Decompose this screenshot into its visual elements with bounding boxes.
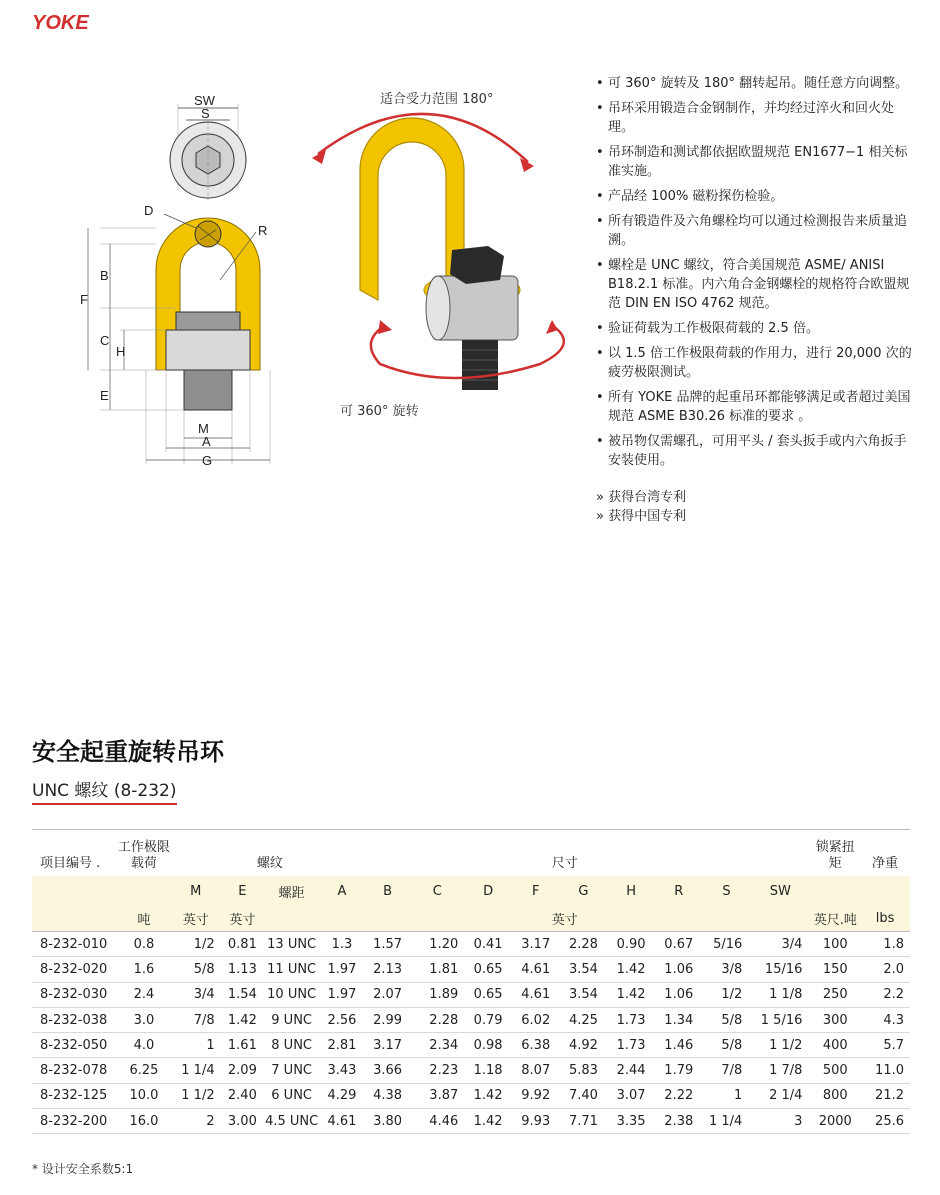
table-cell: 8-232-030 (32, 982, 117, 1007)
table-cell: 4.29 (319, 1083, 365, 1108)
table-row (32, 1007, 910, 1032)
table-cell: 2.28 (560, 932, 608, 957)
table-cell: 0.41 (464, 932, 512, 957)
col-c: C (410, 876, 464, 907)
table-cell: 4.61 (512, 982, 560, 1007)
table-cell: 2.38 (655, 1109, 703, 1134)
table-cell: 1.79 (655, 1058, 703, 1083)
spec-table-body (32, 830, 910, 1134)
table-cell: 1.81 (410, 957, 464, 982)
table-cell: 5/16 (703, 932, 751, 957)
table-cell: 5.7 (860, 1033, 910, 1058)
feature-item: • 以 1.5 倍工作极限荷载的作用力，进行 20,000 次的疲劳极限测试。 (596, 344, 914, 382)
table-cell: 3.07 (607, 1083, 655, 1108)
dimension-diagram (60, 80, 290, 470)
header-item-no: 项目编号 . (40, 855, 101, 871)
table-cell: 5/8 (171, 957, 221, 982)
label-r: R (258, 223, 268, 238)
table-cell: 1.20 (410, 932, 464, 957)
features-section (596, 74, 914, 526)
table-cell: 5.83 (560, 1058, 608, 1083)
table-cell: 6.02 (512, 1007, 560, 1032)
table-cell: 4.25 (560, 1007, 608, 1032)
table-cell: 2.81 (319, 1033, 365, 1058)
table-cell: 6.38 (512, 1033, 560, 1058)
label-h: H (116, 344, 126, 359)
table-cell: 2.13 (365, 957, 411, 982)
table-cell: 1.54 (221, 982, 265, 1007)
table-cell: 9.92 (512, 1083, 560, 1108)
header-torque: 锁紧扭矩 (815, 839, 855, 871)
feature-item: • 产品经 100% 磁粉探伤检验。 (596, 187, 914, 206)
table-cell: 1/2 (703, 982, 751, 1007)
table-cell: 0.90 (607, 932, 655, 957)
table-row (32, 1058, 910, 1083)
col-f: F (512, 876, 560, 907)
table-cell: 8.07 (512, 1058, 560, 1083)
table-cell: 2.44 (607, 1058, 655, 1083)
table-cell: 1.57 (365, 932, 411, 957)
brand-logo (32, 12, 89, 35)
table-cell: 2.09 (221, 1058, 265, 1083)
table-cell: 2000 (810, 1109, 860, 1134)
photo-caption-range: 适合受力范围 180° (380, 92, 494, 107)
table-row (32, 1033, 910, 1058)
unit-ton: 吨 (117, 907, 171, 932)
table-cell: 8-232-200 (32, 1109, 117, 1134)
table-cell: 4.61 (319, 1109, 365, 1134)
table-cell: 3.66 (365, 1058, 411, 1083)
table-cell: 8-232-125 (32, 1083, 117, 1108)
table-cell: 1.3 (319, 932, 365, 957)
label-m: M (198, 421, 209, 436)
table-cell: 4.46 (410, 1109, 464, 1134)
col-b: B (365, 876, 411, 907)
unit-dims: 英寸 (319, 907, 810, 932)
table-cell: 1 1/4 (171, 1058, 221, 1083)
table-cell: 8-232-078 (32, 1058, 117, 1083)
table-cell: 1.06 (655, 982, 703, 1007)
table-row (32, 957, 910, 982)
table-cell: 3.87 (410, 1083, 464, 1108)
side-view-drawing (88, 214, 270, 464)
table-cell: 2.0 (860, 957, 910, 982)
table-cell: 3.00 (221, 1109, 265, 1134)
table-cell: 8-232-050 (32, 1033, 117, 1058)
table-cell: 10 UNC (264, 982, 319, 1007)
table-cell: 2 (171, 1109, 221, 1134)
table-cell: 4.38 (365, 1083, 411, 1108)
col-e: E (221, 876, 265, 907)
table-cell: 1.97 (319, 957, 365, 982)
table-cell: 0.65 (464, 982, 512, 1007)
table-cell: 8 UNC (264, 1033, 319, 1058)
col-a: A (319, 876, 365, 907)
column-header-row (32, 876, 910, 907)
table-cell: 5/8 (703, 1033, 751, 1058)
table-cell: 400 (810, 1033, 860, 1058)
table-cell: 3.43 (319, 1058, 365, 1083)
table-cell: 1 1/4 (703, 1109, 751, 1134)
feature-item: • 所有锻造件及六角螺栓均可以通过检测报告来质量追溯。 (596, 212, 914, 250)
product-photo (300, 80, 590, 430)
feature-item: • 螺栓是 UNC 螺纹，符合美国规范 ASME/ ANISI B18.2.1 标准。内六角合金钢螺栓的规格符合欧盟规范 DIN EN ISO 4762 规范。 (596, 256, 914, 313)
table-cell: 0.98 (464, 1033, 512, 1058)
table-cell: 0.8 (117, 932, 171, 957)
table-row (32, 1083, 910, 1108)
label-g: G (202, 453, 213, 468)
table-cell: 800 (810, 1083, 860, 1108)
table-cell: 7/8 (703, 1058, 751, 1083)
table-cell: 1.61 (221, 1033, 265, 1058)
table-cell: 250 (810, 982, 860, 1007)
section-title: 安全起重旋转吊环 (32, 738, 224, 766)
header-weight: 净重 (872, 855, 899, 871)
table-cell: 2.34 (410, 1033, 464, 1058)
table-cell: 13 UNC (264, 932, 319, 957)
table-cell: 1 (703, 1083, 751, 1108)
table-cell: 1.42 (464, 1083, 512, 1108)
table-cell: 300 (810, 1007, 860, 1032)
table-cell: 9 UNC (264, 1007, 319, 1032)
table-cell: 10.0 (117, 1083, 171, 1108)
spec-table (32, 829, 910, 1134)
table-cell: 1.46 (655, 1033, 703, 1058)
footnote: * 设计安全系数5:1 (32, 1162, 134, 1176)
table-cell: 3.54 (560, 982, 608, 1007)
table-cell: 3/4 (750, 932, 810, 957)
unit-row (32, 907, 910, 932)
col-r: R (655, 876, 703, 907)
table-cell: 100 (810, 932, 860, 957)
patents-list (596, 488, 914, 526)
col-sw: SW (750, 876, 810, 907)
table-cell: 8-232-010 (32, 932, 117, 957)
table-cell: 3/4 (171, 982, 221, 1007)
table-cell: 1.6 (117, 957, 171, 982)
feature-item: • 验证荷载为工作极限荷载的 2.5 倍。 (596, 319, 914, 338)
table-cell: 4.92 (560, 1033, 608, 1058)
table-cell: 150 (810, 957, 860, 982)
table-cell: 2 1/4 (750, 1083, 810, 1108)
table-cell: 3.80 (365, 1109, 411, 1134)
unit-torque: 英尺.吨 (810, 907, 860, 932)
col-s: S (703, 876, 751, 907)
feature-item: • 被吊物仅需螺孔，可用平头 / 套头扳手或内六角扳手安装使用。 (596, 432, 914, 470)
table-cell: 6 UNC (264, 1083, 319, 1108)
table-cell: 1 (171, 1033, 221, 1058)
table-cell: 1/2 (171, 932, 221, 957)
label-d: D (144, 203, 154, 218)
table-cell: 2.07 (365, 982, 411, 1007)
table-cell: 3.0 (117, 1007, 171, 1032)
table-cell: 3.35 (607, 1109, 655, 1134)
table-cell: 2.2 (860, 982, 910, 1007)
patent-item: » 获得台湾专利 (596, 490, 687, 505)
table-cell: 7.71 (560, 1109, 608, 1134)
table-cell: 2.23 (410, 1058, 464, 1083)
unit-weight: lbs (860, 907, 910, 932)
table-cell: 1 1/8 (750, 982, 810, 1007)
header-wll: 工作极限载荷 (117, 839, 170, 871)
table-cell: 1.06 (655, 957, 703, 982)
table-cell: 2.99 (365, 1007, 411, 1032)
table-cell: 1 1/2 (750, 1033, 810, 1058)
feature-item: • 所有 YOKE 品牌的起重吊环都能够满足或者超过美国规范 ASME B30.26 标准的要求 。 (596, 388, 914, 426)
table-cell: 8-232-038 (32, 1007, 117, 1032)
table-cell: 1.34 (655, 1007, 703, 1032)
table-cell: 7/8 (171, 1007, 221, 1032)
table-cell: 2.56 (319, 1007, 365, 1032)
feature-item: • 吊环制造和测试都依据欧盟规范 EN1677−1 相关标准实施。 (596, 143, 914, 181)
label-b: B (100, 268, 109, 283)
table-cell: 1.42 (607, 982, 655, 1007)
table-cell: 1.42 (221, 1007, 265, 1032)
table-cell: 1.42 (464, 1109, 512, 1134)
table-cell: 1.42 (607, 957, 655, 982)
table-cell: 1.8 (860, 932, 910, 957)
features-list (596, 74, 914, 470)
table-cell: 3/8 (703, 957, 751, 982)
table-cell: 0.65 (464, 957, 512, 982)
table-cell: 2.28 (410, 1007, 464, 1032)
label-f: F (80, 292, 88, 307)
table-cell: 5/8 (703, 1007, 751, 1032)
feature-item: • 吊环采用锻造合金钢制作，并均经过淬火和回火处理。 (596, 99, 914, 137)
table-cell: 16.0 (117, 1109, 171, 1134)
label-s: S (201, 106, 210, 121)
table-cell: 1.18 (464, 1058, 512, 1083)
table-cell: 3.54 (560, 957, 608, 982)
group-header-row (32, 830, 910, 876)
table-cell: 1.73 (607, 1033, 655, 1058)
table-cell: 1.97 (319, 982, 365, 1007)
table-cell: 4.5 UNC (264, 1109, 319, 1134)
table-row (32, 982, 910, 1007)
feature-item: • 可 360° 旋转及 180° 翻转起吊。随任意方向调整。 (596, 74, 914, 93)
photo-caption-rotation: 可 360° 旋转 (340, 404, 419, 419)
table-cell: 1 7/8 (750, 1058, 810, 1083)
label-c: C (100, 333, 110, 348)
col-pitch: 螺距 (264, 876, 319, 907)
table-cell: 4.3 (860, 1007, 910, 1032)
table-cell: 7 UNC (264, 1058, 319, 1083)
table-cell: 21.2 (860, 1083, 910, 1108)
unit-m: 英寸 (171, 907, 221, 932)
table-cell: 1 5/16 (750, 1007, 810, 1032)
table-row (32, 932, 910, 957)
table-cell: 2.22 (655, 1083, 703, 1108)
col-d: D (464, 876, 512, 907)
table-cell: 4.0 (117, 1033, 171, 1058)
table-row (32, 1109, 910, 1134)
label-e: E (100, 388, 109, 403)
header-thread: 螺纹 (256, 855, 283, 871)
col-g: G (560, 876, 608, 907)
logo-text: YOKE (32, 12, 89, 34)
table-cell: 6.25 (117, 1058, 171, 1083)
table-cell: 4.61 (512, 957, 560, 982)
header-dimensions: 尺寸 (551, 855, 578, 871)
table-cell: 0.81 (221, 932, 265, 957)
table-cell: 0.79 (464, 1007, 512, 1032)
table-cell: 3.17 (365, 1033, 411, 1058)
table-cell: 1.89 (410, 982, 464, 1007)
table-cell: 2.4 (117, 982, 171, 1007)
table-cell: 8-232-020 (32, 957, 117, 982)
col-m: M (171, 876, 221, 907)
section-subtitle: UNC 螺纹 (8-232) (32, 776, 177, 805)
table-cell: 1 1/2 (171, 1083, 221, 1108)
table-cell: 11.0 (860, 1058, 910, 1083)
col-h: H (607, 876, 655, 907)
table-cell: 25.6 (860, 1109, 910, 1134)
table-cell: 9.93 (512, 1109, 560, 1134)
label-sw: SW (194, 93, 215, 108)
table-cell: 3.17 (512, 932, 560, 957)
table-cell: 0.67 (655, 932, 703, 957)
table-cell: 11 UNC (264, 957, 319, 982)
table-cell: 1.13 (221, 957, 265, 982)
unit-e: 英寸 (221, 907, 265, 932)
patent-item: » 获得中国专利 (596, 509, 687, 524)
label-a: A (202, 434, 211, 449)
table-cell: 3 (750, 1109, 810, 1134)
table-cell: 2.40 (221, 1083, 265, 1108)
table-cell: 15/16 (750, 957, 810, 982)
table-cell: 500 (810, 1058, 860, 1083)
table-cell: 1.73 (607, 1007, 655, 1032)
table-cell: 7.40 (560, 1083, 608, 1108)
